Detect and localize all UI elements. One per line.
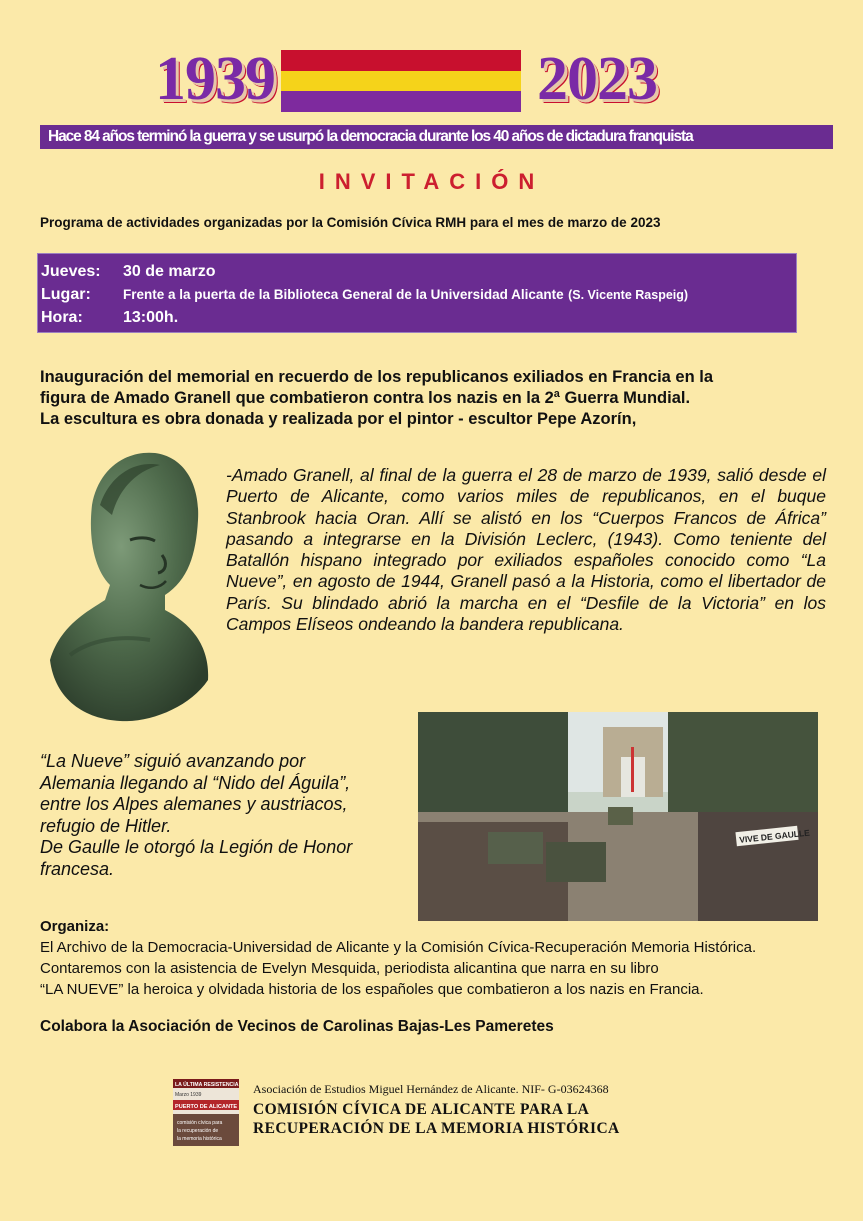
intro-line: Inauguración del memorial en recuerdo de los republicanos exiliados en Francia en la [40,368,714,386]
nueve-line: francesa. [40,858,115,879]
year-right: 2023 [537,45,657,113]
svg-text:la recuperación de: la recuperación de [177,1128,219,1134]
invitation-title: INVITACIÓN [318,169,545,194]
event-place-extra: (S. Vicente Raspeig) [568,288,689,302]
svg-text:PUERTO DE ALICANTE: PUERTO DE ALICANTE [175,1104,238,1110]
svg-text:la memoria histórica: la memoria histórica [177,1136,222,1142]
event-day-label: Jueves: [41,263,101,280]
paris-parade-photo [418,712,818,921]
event-time-row [41,306,796,329]
svg-text:LA ÚLTIMA RESISTENCIA: LA ÚLTIMA RESISTENCIA [175,1082,239,1088]
event-place-value: Frente a la puerta de la Biblioteca General de la Universidad Alicante [123,287,564,302]
granell-bust-image [40,445,212,725]
nueve-line: De Gaulle le otorgó la Legión de Honor [40,837,353,857]
event-day-value: 30 de marzo [123,263,216,280]
nueve-line: refugio de Hitler. [40,815,172,836]
intro-paragraph [40,367,800,430]
flag-stripe-yellow [281,71,521,92]
comision-logo [173,1079,239,1146]
event-day-row [41,260,796,283]
headline-banner: Hace 84 años terminó la guerra y se usurpó la democracia durante los 40 años de dictadura franquista [40,125,833,149]
event-place-row [41,283,796,306]
organiza-line: Contaremos con la asistencia de Evelyn Mesquida, periodista alicantina que narra en su libro [40,960,659,977]
granell-story: -Amado Granell, al final de la guerra el 28 de marzo de 1939, salió desde el Puerto de Alicante, como varios miles de republicanos, en el buque Stanbrook hacia Oran. Allí se alistó en los “Cuerpos Francos de África” pasando a integrarse en la División Leclerc, (1943). Como teniente del Batallón hispano integrado por exiliados españoles conocido como “La Nueve”, en agosto de 1944, Granell pasó a la Historia, como el libertador de París. Su blindado abrió la marcha en el “Desfile de la Victoria” en los Campos Elíseos ondeando la bandera republicana. [226,465,826,635]
event-place-label: Lugar: [41,286,91,303]
flag-stripe-red [281,50,521,71]
colabora-line: Colabora la Asociación de Vecinos de Carolinas Bajas-Les Pameretes [40,1018,554,1035]
nueve-line: “La Nueve” siguió avanzando por [40,751,306,771]
year-left: 1939 [155,45,275,113]
intro-line: figura de Amado Granell que combatieron contra los nazis en la 2ª Guerra Mundial. [40,389,691,407]
organiza-heading: Organiza: [40,918,110,935]
flag-stripe-purple [281,91,521,112]
footer-title-line1: COMISIÓN CÍVICA DE ALICANTE PARA LA [253,1101,590,1118]
footer-assoc-line: Asociación de Estudios Miguel Hernández de Alicante. NIF- G-03624368 [253,1082,609,1096]
nueve-line: entre los Alpes alemanes y austriacos, [40,794,348,814]
footer-association [253,1082,620,1138]
event-time-label: Hora: [41,309,83,326]
organizers-section [40,916,840,1000]
svg-text:Marzo 1939: Marzo 1939 [175,1092,202,1098]
footer-title-line2: RECUPERACIÓN DE LA MEMORIA HISTÓRICA [253,1120,620,1137]
event-info-box [37,253,797,333]
event-time-value: 13:00h. [123,309,179,326]
intro-line: La escultura es obra donada y realizada por el pintor - escultor Pepe Azorín, [40,410,637,428]
organiza-line: El Archivo de la Democracia-Universidad de Alicante y la Comisión Cívica-Recuperación Memoria Histórica. [40,939,757,956]
parade-sign: VIVE DE GAULLE [738,827,811,845]
organiza-line: “LA NUEVE” la heroica y olvidada historia de los españoles que combatieron a los nazis en Francia. [40,981,704,998]
la-nueve-paragraph [40,751,420,880]
nueve-line: Alemania llegando al “Nido del Águila”, [40,772,351,793]
program-line: Programa de actividades organizadas por la Comisión Cívica RMH para el mes de marzo de 2023 [40,215,661,230]
svg-text:comisión cívica para: comisión cívica para [177,1120,223,1126]
republican-flag [281,50,521,112]
